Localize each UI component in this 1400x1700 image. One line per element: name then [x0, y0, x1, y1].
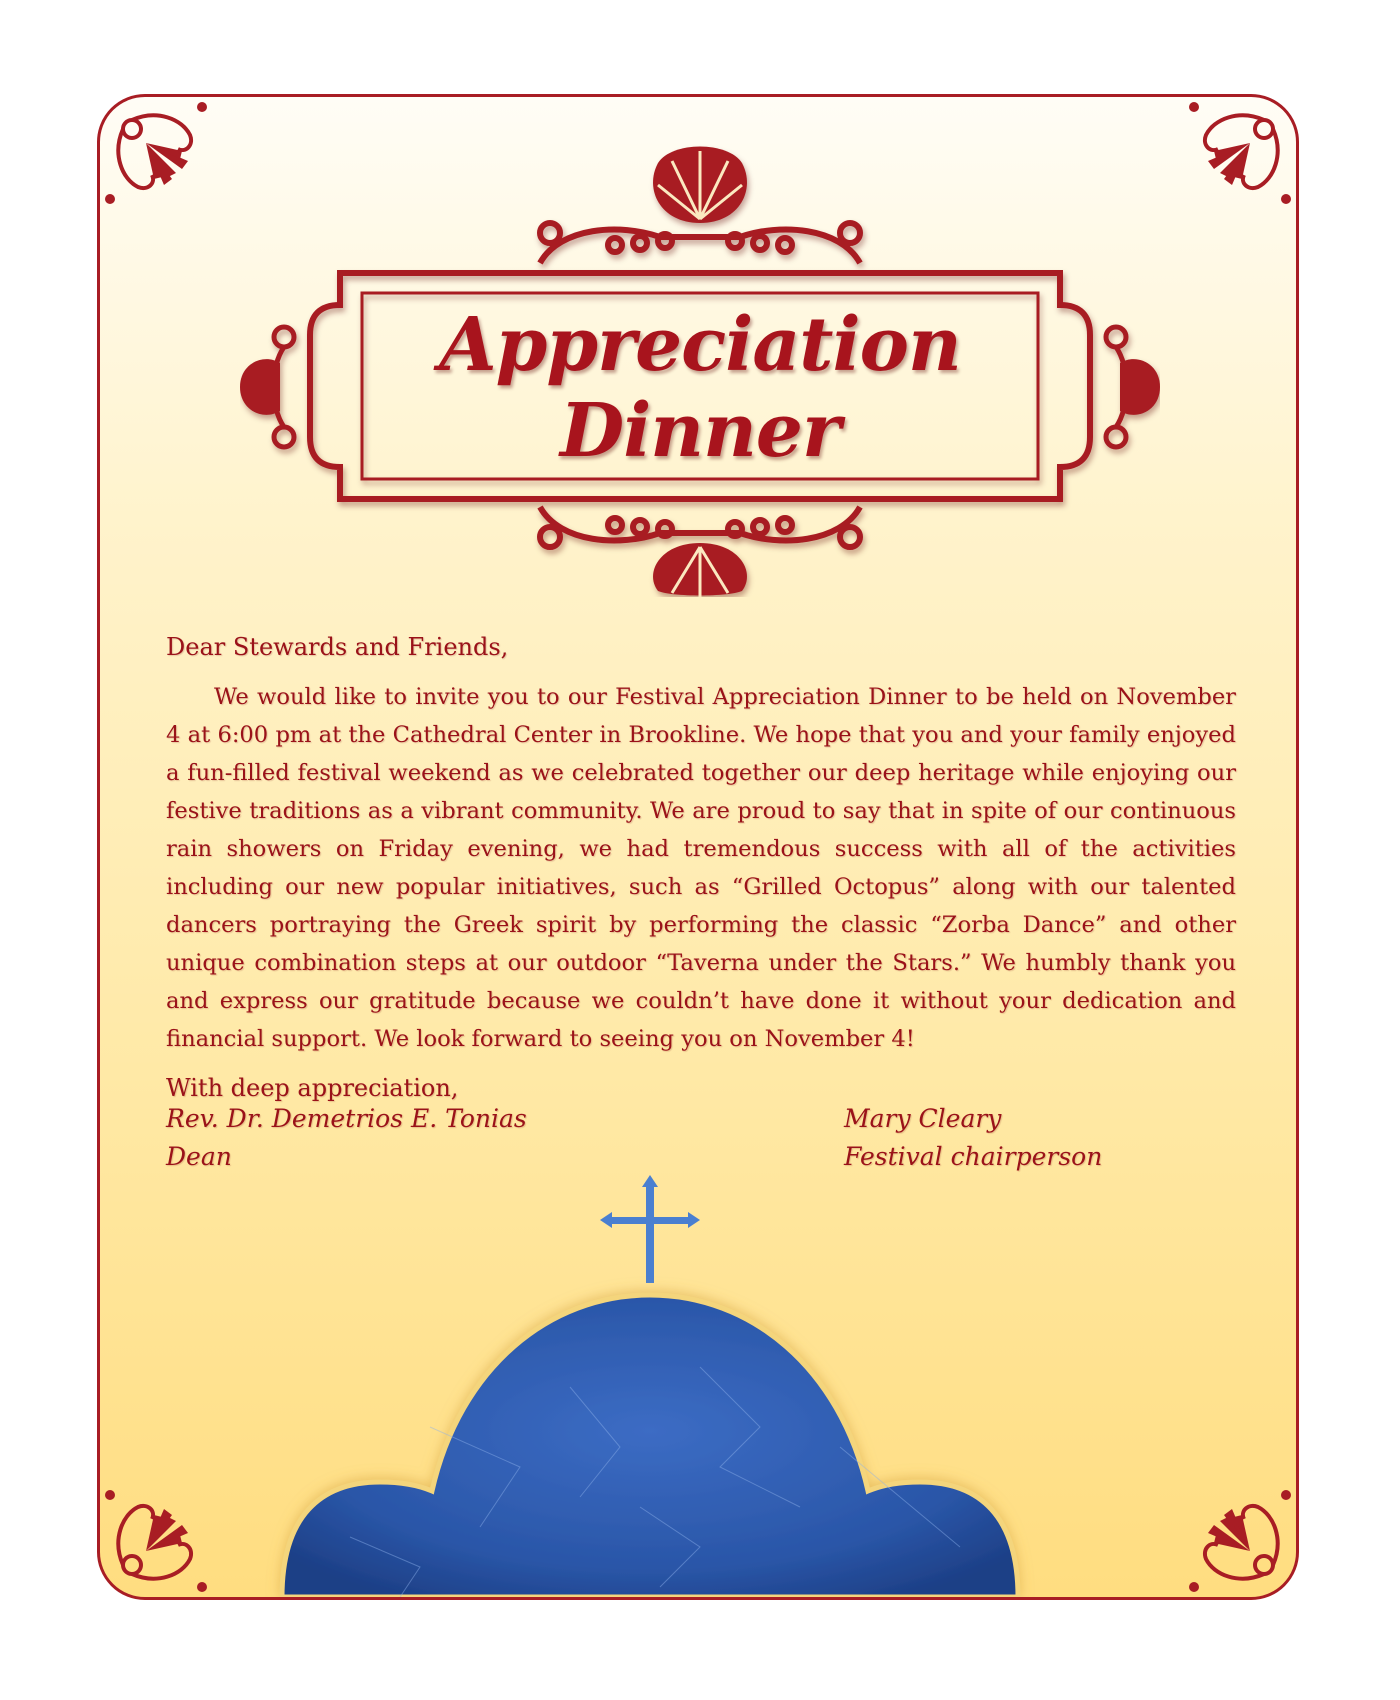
salutation: Dear Stewards and Friends, — [166, 633, 509, 661]
signature-block-chairperson — [844, 1100, 1102, 1176]
church-dome-icon — [100, 1167, 1299, 1597]
scroll-ornament-icon — [540, 223, 860, 263]
page-title: Appreciation Dinner — [439, 302, 961, 474]
letter-body — [166, 630, 1236, 1108]
signature-block-dean — [166, 1100, 527, 1176]
closing-line: With deep appreciation, — [166, 1074, 459, 1102]
corner-ornament-icon — [1182, 99, 1294, 211]
signer-name: Mary Cleary — [844, 1104, 1002, 1133]
corner-ornament-icon — [102, 99, 214, 211]
signer-name: Rev. Dr. Demetrios E. Tonias — [166, 1104, 527, 1133]
cross-icon — [600, 1175, 700, 1283]
signer-title: Festival chairperson — [844, 1142, 1103, 1171]
letter-paragraph: We would like to invite you to our Festival Appreciation Dinner to be held on November 4 at 6:00 pm at the Cathedral Center in Brookline. We hope that you and your family enjoyed a fun-filled festival weekend as we celebrated together our deep heritage while enjoying our festive traditions as a vibrant community. We are proud to say that in spite of our continuous rain showers on Friday evening, we had tremendous success with all of the activities including our new popular initiatives, such as “Grilled Octopus” along with our talented dancers portraying the Greek spirit by performing the classic “Zorba Dance” and other unique combination steps at our outdoor “Taverna under the Stars.” We humbly thank you and express our gratitude because we couldn’t have done it without your dedication and financial support. We look forward to seeing you on November 4! — [166, 684, 1236, 1052]
signer-title: Dean — [166, 1142, 232, 1171]
invitation-card — [97, 94, 1299, 1600]
